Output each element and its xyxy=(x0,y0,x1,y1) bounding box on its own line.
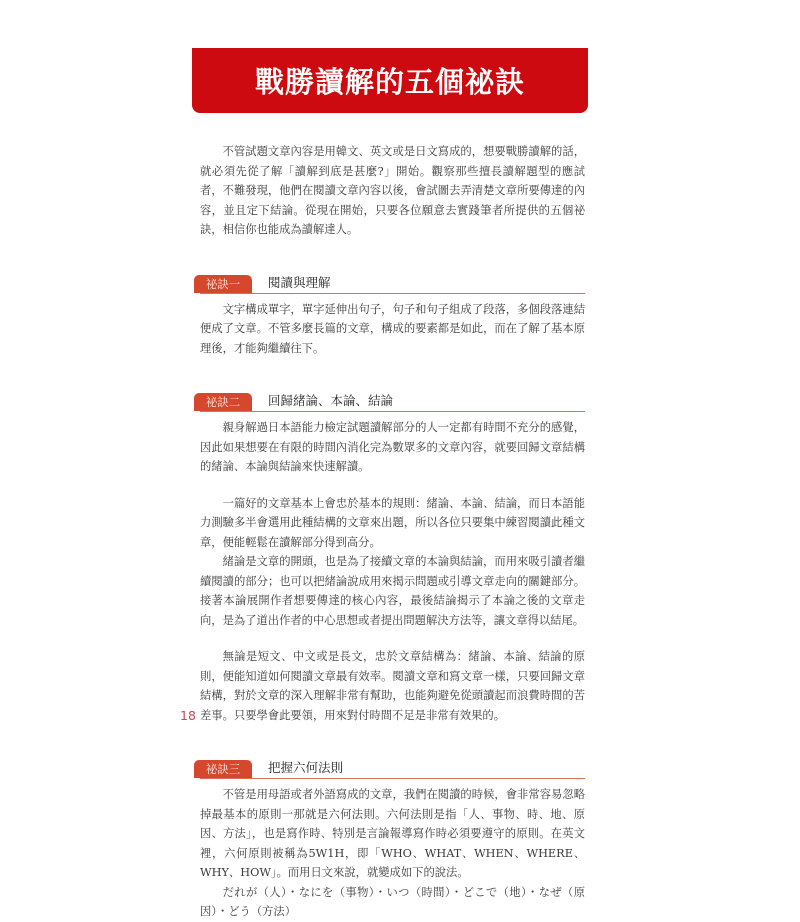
chapter-banner xyxy=(192,48,588,113)
section-header-2 xyxy=(200,389,585,412)
section-tag: 祕訣二 xyxy=(194,393,252,411)
intro-paragraph: 不管試題文章內容是用韓文、英文或是日文寫成的，想要戰勝讀解的話，就必須先從了解「讀解到底是甚麼?」開始。觀察那些擅長讀解題型的應試者，不難發現，他們在閱讀文章內容以後，會試圖去弄清楚文章所要傳達的內容，並且定下結論。從現在開始，只要各位願意去實踐筆者所提供的五個祕訣，相信你也能成為讀解達人。 xyxy=(200,145,585,236)
section-tag: 祕訣一 xyxy=(194,275,252,293)
page-content xyxy=(200,142,585,922)
body-paragraph: 緒論是文章的開頭，也是為了接續文章的本論與結論，而用來吸引讀者繼續閱讀的部分；也可以把緒論說成用來揭示問題或引導文章走向的關鍵部分。接著本論展開作者想要傳達的核心內容，最後結論揭示了本論之後的文章走向，是為了道出作者的中心思想或者提出問題解決方法等，讓文章得以結尾。 xyxy=(200,555,585,627)
body-paragraph: 文字構成單字，單字延伸出句子，句子和句子組成了段落，多個段落連結便成了文章。不管多麼長篇的文章，構成的要素都是如此，而在了解了基本原理後，才能夠繼續往下。 xyxy=(200,302,585,355)
body-paragraph: だれが（人）・なにを（事物）・いつ（時間）・どこで（地）・なぜ（原因）・どう（方法） xyxy=(200,885,585,918)
body-paragraph: 不管是用母語或者外語寫成的文章，我們在閱讀的時候，會非常容易忽略掉最基本的原則一那就是六何法則。六何法則是指「人、事物、時、地、原因、方法」，也是寫作時、特別是言論報導寫作時必須要遵守的原則。在英文裡，六何原則被稱為5W1H，即「WHO、WHAT、WHEN、WHERE、WHY、HOW」。而用日文來說，就變成如下的說法。 xyxy=(200,788,585,879)
body-paragraph: 一篇好的文章基本上會忠於基本的規則：緒論、本論、結論，而日本語能力測驗多半會選用此種結構的文章來出題，所以各位只要集中練習閱讀此種文章，便能輕鬆在讀解部分得到高分。 xyxy=(200,496,585,549)
chapter-title: 戰勝讀解的五個祕訣 xyxy=(254,65,525,99)
body-paragraph: 親身解過日本語能力檢定試題讀解部分的人一定都有時間不充分的感覺，因此如果想要在有限的時間內消化完為數眾多的文章內容，就要回歸文章結構的緒論、本論與結論來快速解讀。 xyxy=(200,421,585,473)
section-tag: 祕訣三 xyxy=(194,760,252,778)
section-title: 閱讀與理解 xyxy=(268,274,331,290)
section-title: 把握六何法則 xyxy=(268,760,344,775)
section-header-1 xyxy=(200,271,585,294)
body-paragraph: 無論是短文、中文或是長文，忠於文章結構為：緒論、本論、結論的原則，便能知道如何閱讀文章最有效率。閱讀文章和寫文章一樣，只要回歸文章結構，對於文章的深入理解非常有幫助，也能夠避免從頭讀起而浪費時間的苦差事。只要學會此要領，用來對付時間不足是非常有效果的。 xyxy=(200,650,585,722)
section-header-3 xyxy=(200,756,585,779)
page-number: 18 xyxy=(180,708,196,723)
section-title: 回歸緒論、本論、結論 xyxy=(268,393,394,408)
